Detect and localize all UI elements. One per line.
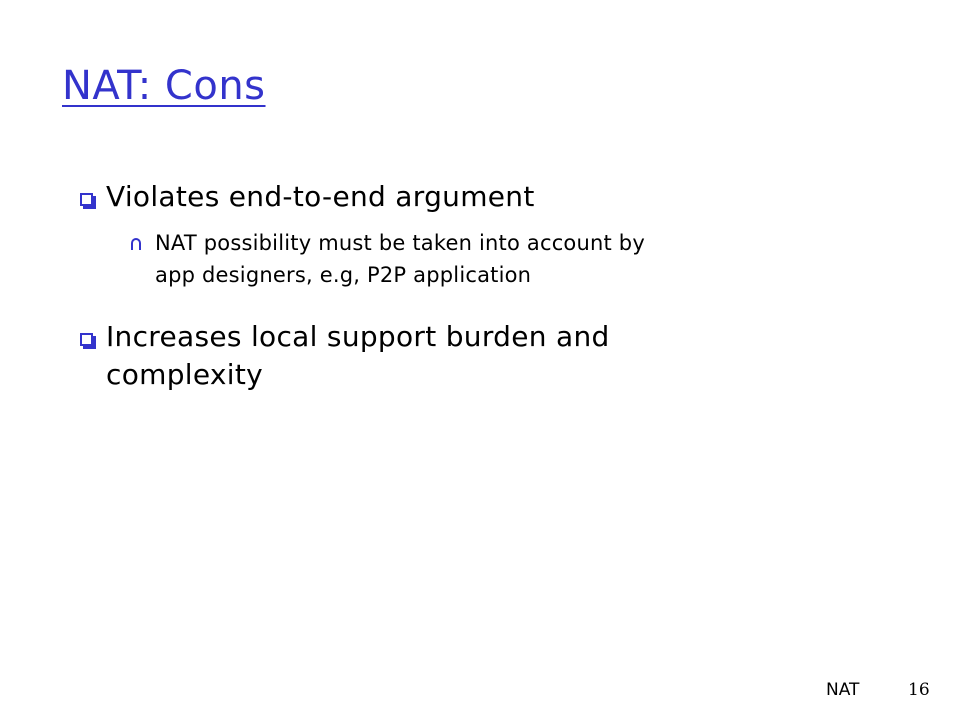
bullet-line-2: complexity bbox=[106, 358, 263, 391]
hollow-square-bullet-icon bbox=[80, 193, 93, 206]
hollow-square-bullet-icon bbox=[80, 333, 93, 346]
sub-bullet-line-2: app designers, e.g, P2P application bbox=[155, 263, 532, 287]
sub-bullet-line-1: NAT possibility must be taken into account by bbox=[155, 231, 645, 255]
bullet-text bbox=[106, 318, 610, 394]
slide-title: NAT: Cons bbox=[62, 63, 266, 109]
footer-label: NAT bbox=[826, 680, 860, 700]
sub-bullet-text bbox=[155, 227, 645, 291]
bullet-line-1: Increases local support burden and bbox=[106, 320, 610, 353]
bullet-item-2 bbox=[80, 318, 610, 394]
bullet-item-1 bbox=[80, 178, 535, 216]
page-number: 16 bbox=[908, 680, 930, 700]
bullet-text: Violates end-to-end argument bbox=[106, 180, 535, 213]
arch-bullet-icon bbox=[131, 238, 141, 250]
sub-bullet-item-1 bbox=[131, 227, 645, 291]
